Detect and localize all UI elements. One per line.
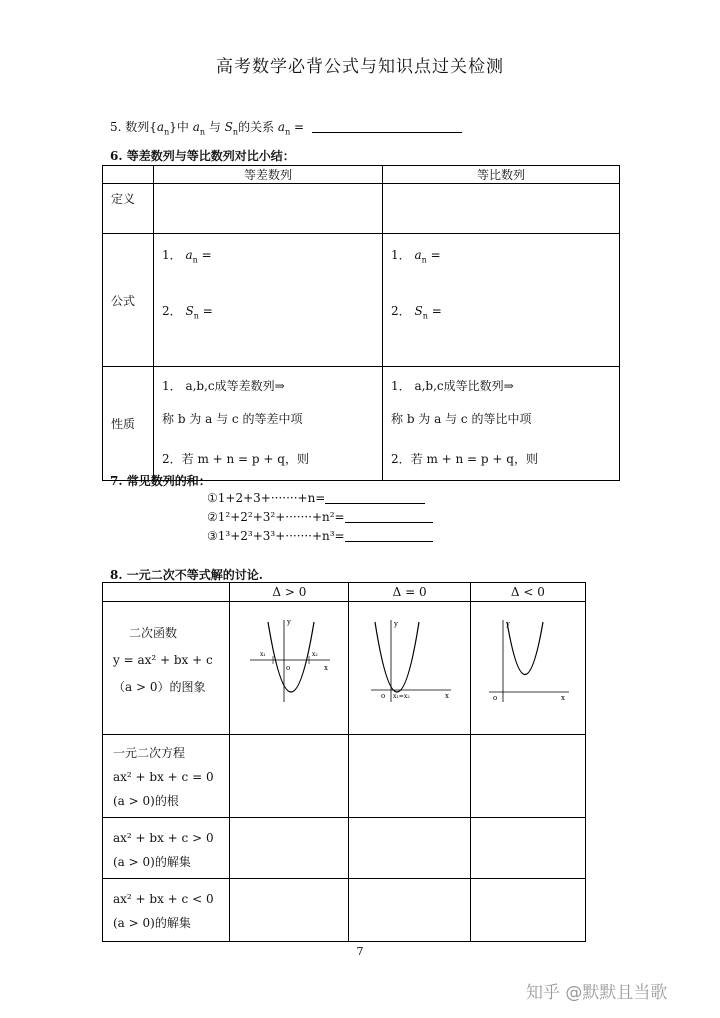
question-8-heading: 8. 一元二次不等式解的讨论. (110, 568, 263, 582)
prop-line-2: 称 b 为 a 与 c 的等差中项 (162, 412, 303, 426)
row-label-gt-zero (103, 818, 230, 879)
sub-n: n (164, 127, 170, 137)
row-label-lt-zero (103, 879, 230, 942)
answer-cell[interactable] (349, 818, 470, 879)
var-s: S (185, 304, 194, 318)
sub-n: n (199, 127, 205, 137)
row-label-equation (103, 735, 230, 818)
equals: = (294, 120, 305, 134)
row-label-definition: 定义 (103, 184, 154, 234)
sub-n: n (193, 311, 199, 321)
graph-delta-neg-cell (470, 602, 585, 735)
answer-cell[interactable] (349, 735, 470, 818)
answer-cell[interactable] (470, 818, 585, 879)
x-label: x (560, 694, 565, 702)
question-6-heading: 6. 等差数列与等比数列对比小结： (110, 149, 295, 163)
parabola-curve (507, 622, 543, 675)
item-number: 1． (391, 248, 411, 262)
label-line: ax² + bx + c > 0 (113, 831, 214, 845)
answer-blank[interactable] (345, 530, 433, 542)
answer-blank[interactable] (312, 120, 462, 133)
formula-sn-line (162, 302, 374, 320)
col-header-geometric: 等比数列 (383, 166, 620, 184)
origin-label: o (380, 692, 385, 700)
sum-line-3 (207, 529, 433, 543)
label-line: (a > 0)的解集 (113, 916, 191, 930)
row-label-formula: 公式 (103, 234, 154, 367)
var-a: a (414, 248, 422, 262)
properties-arithmetic-cell[interactable] (154, 367, 383, 481)
graph-delta-zero-cell (349, 602, 470, 735)
prop-line-1: 1． a,b,c成等差数列⇒ (162, 379, 285, 393)
parabola-no-root-graph (485, 612, 571, 704)
row-label-properties: 性质 (103, 367, 154, 481)
x12-label: x₁=x₂ (392, 693, 410, 700)
equals: = (430, 248, 441, 262)
label-line: y = ax² + bx + c (113, 653, 213, 667)
item-number: 2． (162, 304, 182, 318)
var-s: S (414, 304, 423, 318)
label-line: ax² + bx + c = 0 (113, 770, 214, 784)
col-header-arithmetic: 等差数列 (154, 166, 383, 184)
sub-n: n (192, 255, 198, 265)
x-label: x (324, 664, 329, 672)
parabola-curve (268, 622, 314, 692)
sum-line-2 (207, 510, 433, 524)
q5-text: 与 (208, 120, 221, 134)
formula-sn-line (391, 302, 611, 320)
graph-delta-pos-cell (230, 602, 349, 735)
sub-n: n (232, 127, 239, 137)
parabola-one-root-graph (367, 612, 453, 704)
page-number: 7 (356, 945, 364, 958)
question-7-heading: 7. 常见数列的和： (110, 474, 211, 488)
formula-an-line (391, 246, 611, 302)
prop-line-3: 2．若 m + n = p + q，则 (162, 452, 309, 466)
formula-arithmetic-cell[interactable] (154, 234, 383, 367)
sum-3-text: ③1³+2³+3³+·······+n³= (207, 529, 345, 543)
answer-cell[interactable] (470, 879, 585, 942)
formula-an-line (162, 246, 374, 302)
label-line: 一元二次方程 (113, 746, 186, 760)
x1-label: x₁ (260, 651, 267, 658)
prop-line-1: 1． a,b,c成等比数列⇒ (391, 379, 514, 393)
properties-geometric-cell[interactable] (383, 367, 620, 481)
quadratic-table (102, 582, 586, 942)
answer-cell[interactable] (230, 879, 349, 942)
y-label: y (287, 618, 292, 626)
table-corner (103, 583, 230, 602)
prop-line-3: 2．若 m + n = p + q，则 (391, 452, 538, 466)
watermark: 知乎 @默默且当歌 (526, 983, 668, 1003)
table-corner (103, 166, 154, 184)
sum-1-text: ①1+2+3+·······+n= (207, 491, 326, 505)
question-5 (110, 118, 462, 136)
definition-geometric-cell[interactable] (383, 184, 620, 234)
x-label: x (444, 692, 449, 700)
q5-text: }中 (169, 120, 189, 134)
label-line: （a > 0）的图象 (113, 680, 206, 694)
y-label: y (505, 620, 510, 628)
var-a: a (185, 248, 193, 262)
answer-cell[interactable] (470, 735, 585, 818)
equals: = (431, 304, 442, 318)
answer-blank[interactable] (325, 492, 425, 504)
origin-label: o (286, 664, 291, 672)
comparison-table (102, 165, 620, 481)
answer-cell[interactable] (349, 879, 470, 942)
prop-line-2: 称 b 为 a 与 c 的等比中项 (391, 412, 532, 426)
sub-n: n (285, 127, 291, 137)
q5-prefix: 5. 数列{ (110, 120, 157, 134)
item-number: 2． (391, 304, 411, 318)
var-a: a (277, 120, 286, 134)
equals: = (202, 304, 213, 318)
label-line: 二次函数 (129, 626, 178, 640)
sub-n: n (422, 311, 428, 321)
col-header-delta-pos: Δ > 0 (230, 583, 349, 602)
sum-line-1 (207, 491, 425, 505)
col-header-delta-neg: Δ < 0 (470, 583, 585, 602)
row-label-function (103, 602, 230, 735)
var-a: a (156, 120, 165, 134)
definition-arithmetic-cell[interactable] (154, 184, 383, 234)
parabola-curve (375, 622, 419, 692)
label-line: ax² + bx + c < 0 (113, 892, 214, 906)
parabola-two-roots-graph (246, 612, 332, 704)
equals: = (201, 248, 212, 262)
label-line: (a > 0)的根 (113, 794, 179, 808)
page-title: 高考数学必背公式与知识点过关检测 (216, 57, 504, 77)
label-line: (a > 0)的解集 (113, 855, 191, 869)
answer-cell[interactable] (230, 735, 349, 818)
sub-n: n (421, 255, 427, 265)
var-s: S (224, 120, 233, 134)
y-label: y (393, 620, 398, 628)
formula-geometric-cell[interactable] (383, 234, 620, 367)
x2-label: x₂ (312, 651, 319, 658)
answer-cell[interactable] (230, 818, 349, 879)
col-header-delta-zero: Δ = 0 (349, 583, 470, 602)
sum-2-text: ②1²+2²+3²+·······+n²= (207, 510, 345, 524)
origin-label: o (492, 694, 498, 702)
var-a: a (192, 120, 200, 134)
q5-text: 的关系 (238, 120, 275, 134)
answer-blank[interactable] (345, 511, 433, 523)
item-number: 1． (162, 248, 182, 262)
